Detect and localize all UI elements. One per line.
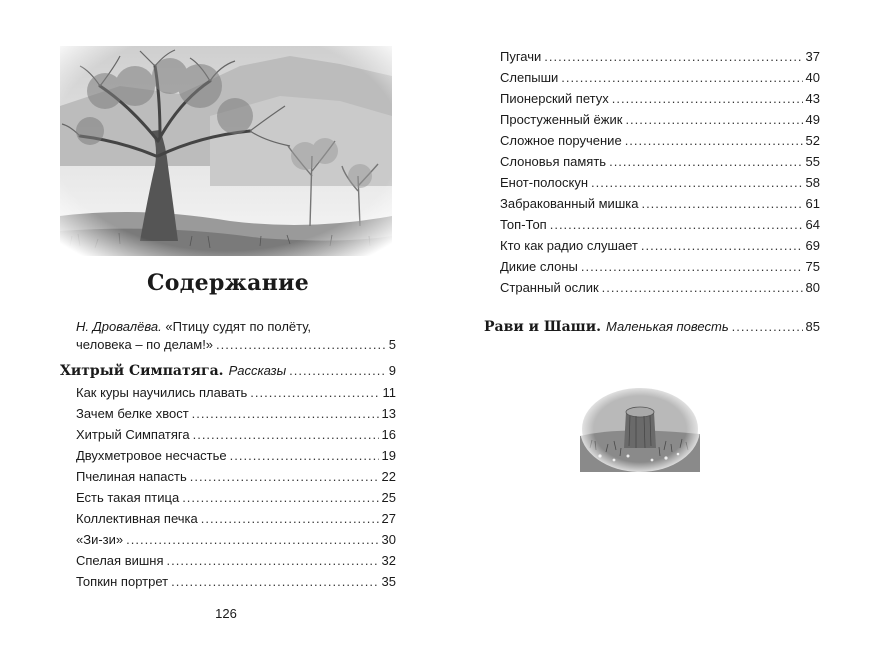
dot-leader	[250, 384, 379, 401]
section-page: 9	[388, 363, 396, 378]
intro-author: Н. Дровалёва.	[76, 319, 162, 334]
entry-title: Слепыши	[500, 70, 559, 85]
entry-title: Спелая вишня	[76, 553, 164, 568]
entry-title: Топ-Топ	[500, 217, 547, 232]
toc-section-ravi-shashi[interactable]	[484, 318, 820, 336]
entry-page: 25	[381, 490, 396, 505]
dot-leader	[550, 216, 803, 233]
entry-title: Простуженный ёжик	[500, 112, 623, 127]
dot-leader	[190, 468, 379, 485]
toc-entry[interactable]	[76, 384, 396, 401]
page-number: 126	[215, 606, 237, 621]
entry-page: 30	[381, 532, 396, 547]
toc-entry[interactable]	[500, 237, 820, 254]
section-page: 85	[805, 319, 820, 334]
intro-line-1[interactable]	[76, 318, 396, 335]
toc-entry[interactable]	[76, 447, 396, 464]
section-subtitle: Рассказы	[228, 363, 287, 378]
toc-entry[interactable]	[76, 573, 396, 590]
dot-leader	[182, 489, 378, 506]
dot-leader	[625, 111, 802, 128]
dot-leader	[544, 48, 802, 65]
entry-title: Слоновья память	[500, 154, 607, 169]
entry-title: Зачем белке хвост	[76, 406, 189, 421]
entry-page: 52	[805, 133, 820, 148]
entry-title: Кто как радио слушает	[500, 238, 638, 253]
section-subtitle: Маленькая повесть	[605, 319, 729, 334]
entry-title: Странный ослик	[500, 280, 599, 295]
toc-title: Содержание	[146, 270, 310, 296]
stump-illustration	[580, 386, 700, 472]
intro-text-1: «Птицу судят по полёту,	[165, 319, 312, 334]
dot-leader	[641, 237, 803, 254]
entry-page: 22	[381, 469, 396, 484]
entry-title: Забракованный мишка	[500, 196, 639, 211]
toc-entry[interactable]	[76, 552, 396, 569]
entry-title: Сложное поручение	[500, 133, 622, 148]
entry-page: 64	[805, 217, 820, 232]
dot-leader	[561, 69, 802, 86]
entry-page: 55	[805, 154, 820, 169]
toc-entry[interactable]	[76, 405, 396, 422]
intro-line-2[interactable]	[76, 336, 396, 353]
toc-entry[interactable]	[500, 174, 820, 191]
toc-entry[interactable]	[76, 510, 396, 527]
entry-title: Пионерский петух	[500, 91, 609, 106]
tree-illustration	[60, 46, 392, 256]
entry-title: Как куры научились плавать	[76, 385, 248, 400]
intro-page: 5	[388, 337, 396, 352]
toc-entry[interactable]	[500, 258, 820, 275]
entry-page: 19	[381, 448, 396, 463]
entry-title: Дикие слоны	[500, 259, 578, 274]
dot-leader	[193, 426, 379, 443]
intro-text-2: человека – по делам!»	[76, 337, 214, 352]
toc-entry[interactable]	[500, 69, 820, 86]
dot-leader	[126, 531, 378, 548]
section-title: Хитрый Симпатяга.	[60, 363, 224, 379]
toc-entry[interactable]	[500, 132, 820, 149]
entry-title: Коллективная печка	[76, 511, 198, 526]
dot-leader	[192, 405, 379, 422]
dot-leader	[230, 447, 379, 464]
dot-leader	[625, 132, 803, 149]
toc-entry[interactable]	[500, 90, 820, 107]
entry-page: 35	[381, 574, 396, 589]
toc-entry[interactable]	[500, 216, 820, 233]
dot-leader	[732, 318, 803, 335]
toc-section-simpatyaga[interactable]	[60, 362, 396, 380]
dot-leader	[171, 573, 378, 590]
entry-page: 43	[805, 91, 820, 106]
entry-page: 58	[805, 175, 820, 190]
entry-page: 16	[381, 427, 396, 442]
entry-title: Есть такая птица	[76, 490, 180, 505]
toc-entry[interactable]	[76, 426, 396, 443]
dot-leader	[201, 510, 379, 527]
dot-leader	[289, 362, 386, 379]
entry-title: Пугачи	[500, 49, 542, 64]
section-title: Рави и Шаши.	[484, 319, 601, 335]
entry-page: 27	[381, 511, 396, 526]
dot-leader	[602, 279, 803, 296]
entry-page: 80	[805, 280, 820, 295]
entry-page: 11	[382, 385, 396, 400]
toc-entry[interactable]	[500, 48, 820, 65]
toc-entry[interactable]	[76, 468, 396, 485]
entry-page: 13	[381, 406, 396, 421]
entry-page: 37	[805, 49, 820, 64]
dot-leader	[581, 258, 803, 275]
dot-leader	[641, 195, 802, 212]
toc-entry[interactable]	[76, 489, 396, 506]
toc-entry[interactable]	[76, 531, 396, 548]
toc-entry[interactable]	[500, 279, 820, 296]
dot-leader	[612, 90, 803, 107]
toc-entry[interactable]	[500, 195, 820, 212]
entry-title: Двухметровое несчастье	[76, 448, 227, 463]
entry-title: «Зи-зи»	[76, 532, 124, 547]
dot-leader	[609, 153, 802, 170]
entry-title: Хитрый Симпатяга	[76, 427, 190, 442]
toc-entry[interactable]	[500, 111, 820, 128]
entry-page: 61	[805, 196, 820, 211]
entry-page: 40	[805, 70, 820, 85]
entry-page: 49	[805, 112, 820, 127]
entry-title: Пчелиная напасть	[76, 469, 187, 484]
entry-title: Топкин портрет	[76, 574, 169, 589]
entry-page: 32	[381, 553, 396, 568]
dot-leader	[216, 336, 386, 353]
entry-page: 69	[805, 238, 820, 253]
entry-page: 75	[805, 259, 820, 274]
toc-entry[interactable]	[500, 153, 820, 170]
dot-leader	[167, 552, 379, 569]
dot-leader	[591, 174, 802, 191]
entry-title: Енот-полоскун	[500, 175, 589, 190]
